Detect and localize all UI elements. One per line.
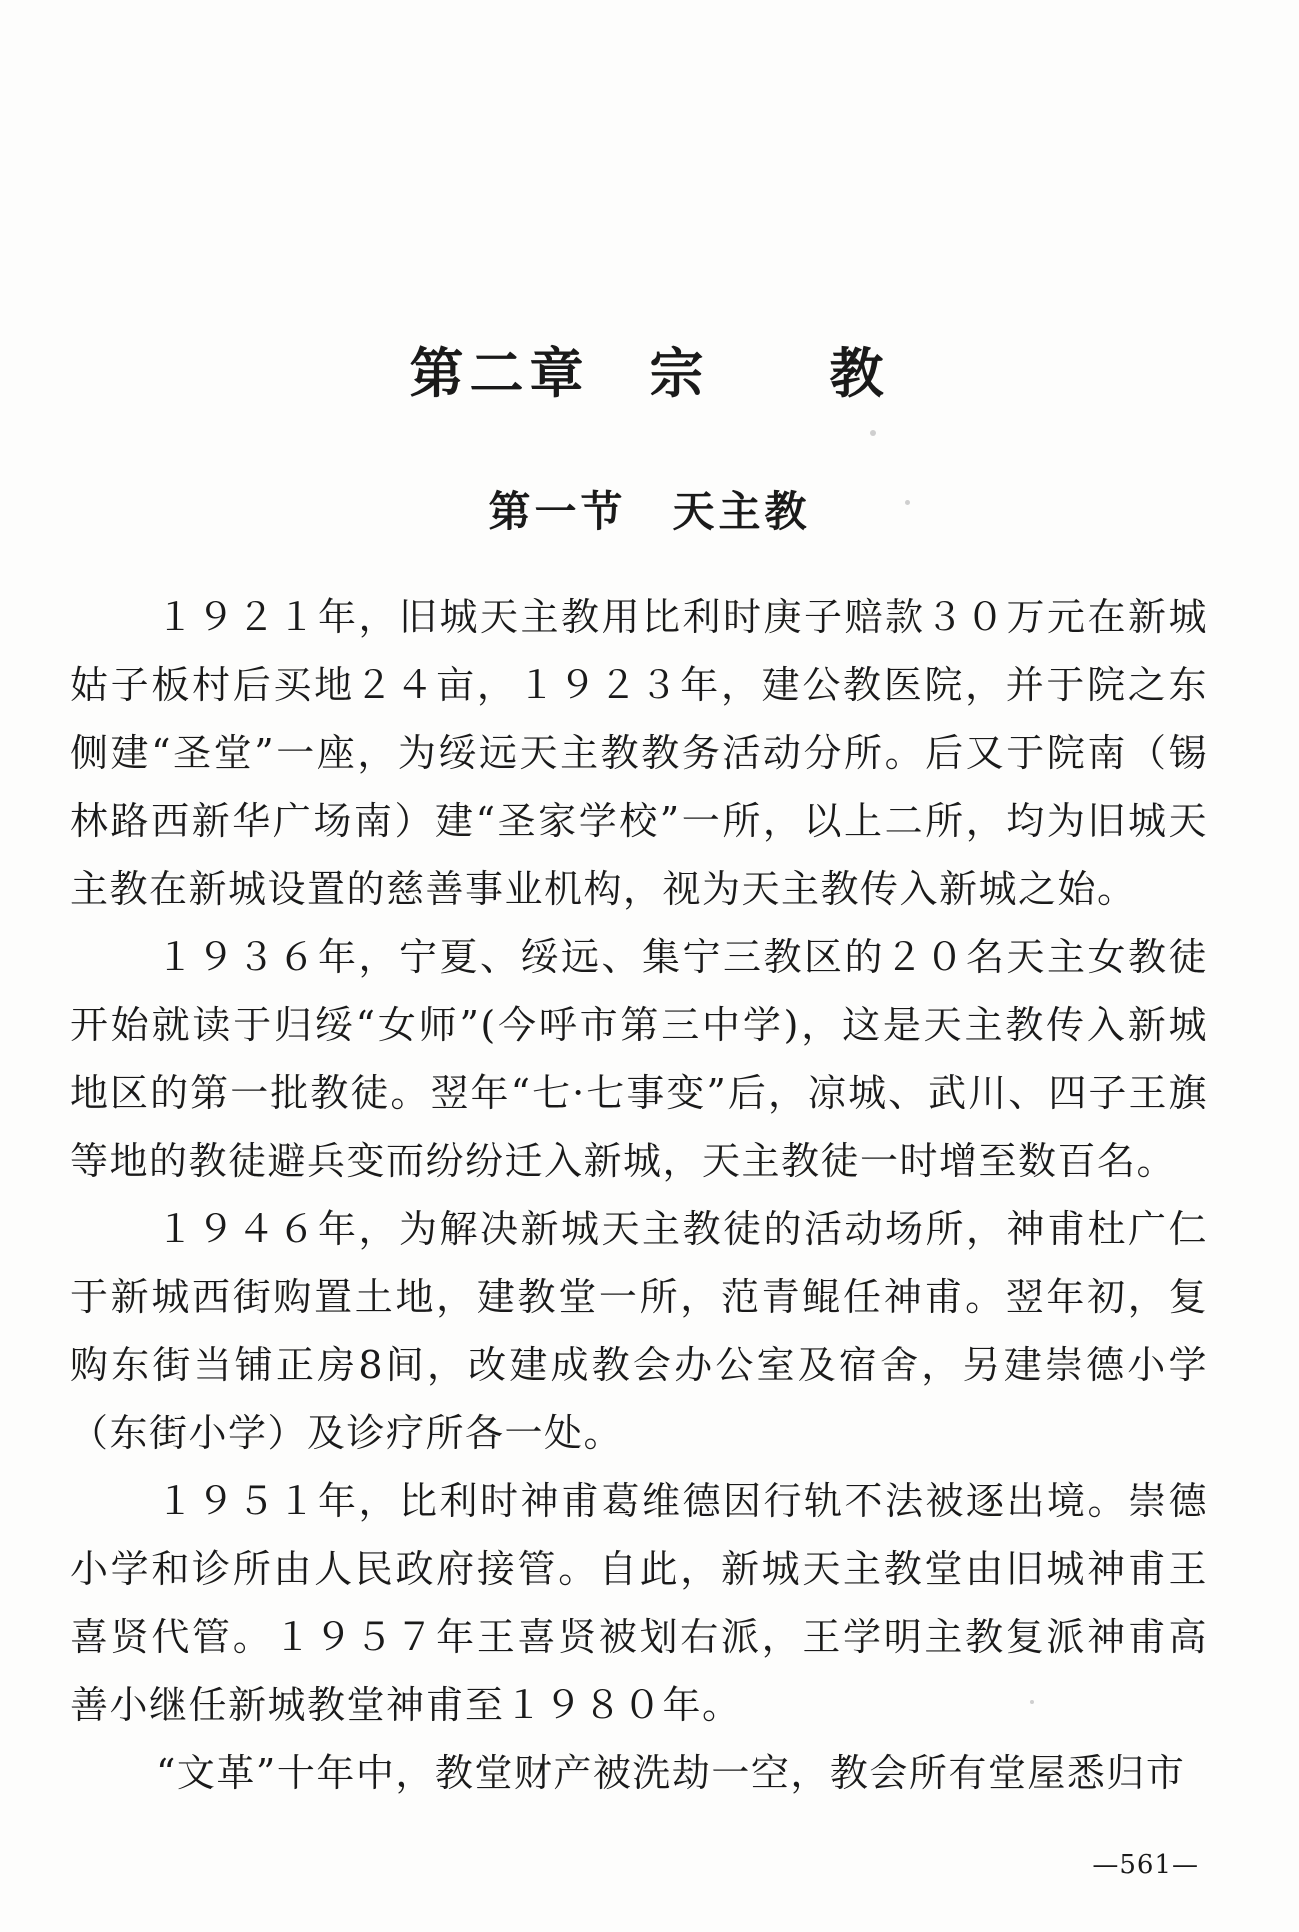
paragraph: １９３６年，宁夏、绥远、集宁三教区的２０名天主女教徒开始就读于归绥“女师”(今呼市第三中学)，这是天主教传入新城地区的第一批教徒。翌年“七·七事变”后，凉城、武川、四子王旗等地的教徒避兵变而纷纷迁入新城，天主教徒一时增至数百名。 [70, 935, 1208, 1183]
scan-speck [870, 430, 876, 436]
body-text [70, 583, 1208, 1807]
page-number: —561— [1092, 1850, 1199, 1880]
paragraph: １９４６年，为解决新城天主教徒的活动场所，神甫杜广仁于新城西街购置土地，建教堂一所，范青鲲任神甫。翌年初，复购东街当铺正房8间，改建成教会办公室及宿舍，另建崇德小学（东街小学）及诊疗所各一处。 [70, 1207, 1208, 1455]
section-title: 第一节 天主教 [488, 487, 811, 536]
paragraph: １９２１年，旧城天主教用比利时庚子赔款３０万元在新城姑子板村后买地２４亩，１９２３年，建公教医院，并于院之东侧建“圣堂”一座，为绥远天主教教务活动分所。后又于院南（锡林路西新华广场南）建“圣家学校”一所，以上二所，均为旧城天主教在新城设置的慈善事业机构，视为天主教传入新城之始。 [70, 595, 1208, 911]
chapter-title: 第二章 宗 教 [409, 341, 890, 405]
paragraph: “文革”十年中，教堂财产被洗劫一空，教会所有堂屋悉归市 [156, 1751, 1186, 1795]
paragraph: １９５１年，比利时神甫葛维德因行轨不法被逐出境。崇德小学和诊所由人民政府接管。自此，新城天主教堂由旧城神甫王喜贤代管。１９５７年王喜贤被划右派，王学明主教复派神甫高善小继任新城教堂神甫至１９８０年。 [70, 1479, 1208, 1727]
